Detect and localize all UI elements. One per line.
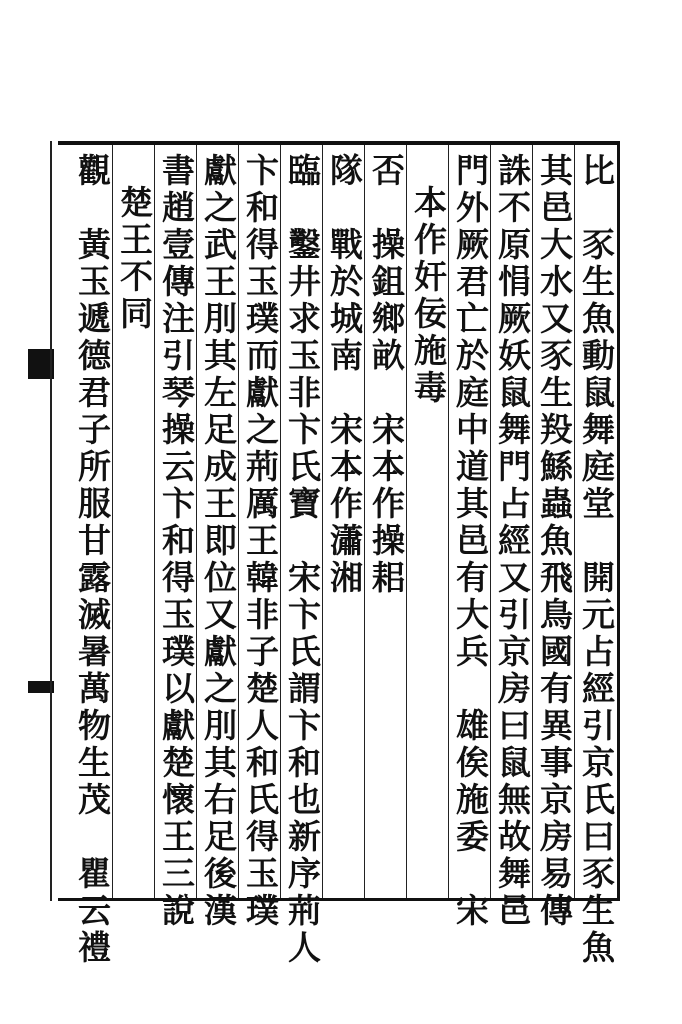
- text-column-10: 獻之武王刖其左足成王即位又獻之刖其右足後漢: [199, 153, 238, 930]
- column-rule: [154, 145, 155, 898]
- text-column-12: 楚王不同: [115, 185, 154, 333]
- text-column-1: 比 豕生魚動鼠舞庭堂 開元占經引京氏曰豕生魚: [577, 153, 616, 967]
- column-rule: [448, 145, 449, 898]
- text-column-3: 誅不原悁厥妖鼠舞門占經又引京房曰鼠無故舞邑: [493, 153, 532, 930]
- column-rule: [532, 145, 533, 898]
- text-frame: [58, 141, 620, 967]
- column-rule: [406, 145, 407, 898]
- gutter-rule: [50, 141, 52, 901]
- column-rule: [238, 145, 239, 898]
- text-column-4: 門外厥君亡於庭中道其邑有大兵 雄俟施委 宋: [451, 153, 490, 930]
- column-rule: [112, 145, 113, 898]
- text-column-5: 本作奸佞施毒: [409, 185, 448, 407]
- column-rule: [196, 145, 197, 898]
- text-column-8: 臨 鑿井求玉非卞氏寶 宋卞氏謂卞和也新序荊人: [283, 153, 322, 967]
- text-column-2: 其邑大水又豕生羖鯀蟲魚飛鳥國有異事京房易傳: [535, 153, 574, 930]
- column-rule: [490, 145, 491, 898]
- text-column-7: 隊 戰於城南 宋本作瀟湘: [325, 153, 364, 597]
- column-rule: [574, 145, 575, 898]
- column-rule: [280, 145, 281, 898]
- text-column-9: 卞和得玉璞而獻之荊厲王韓非子楚人和氏得玉璞: [241, 153, 280, 930]
- text-column-6: 否 操鉏鄉畝 宋本作操耜: [367, 153, 406, 597]
- text-column-11: 書趙壹傳注引琴操云卞和得玉璞以獻楚懷王三說: [157, 153, 196, 930]
- column-rule: [364, 145, 365, 898]
- column-rule: [322, 145, 323, 898]
- text-column-13: 觀 黃玉遞德君子所服甘露滅暑萬物生茂 瞿云禮: [73, 153, 112, 967]
- left-gutter: [0, 141, 58, 901]
